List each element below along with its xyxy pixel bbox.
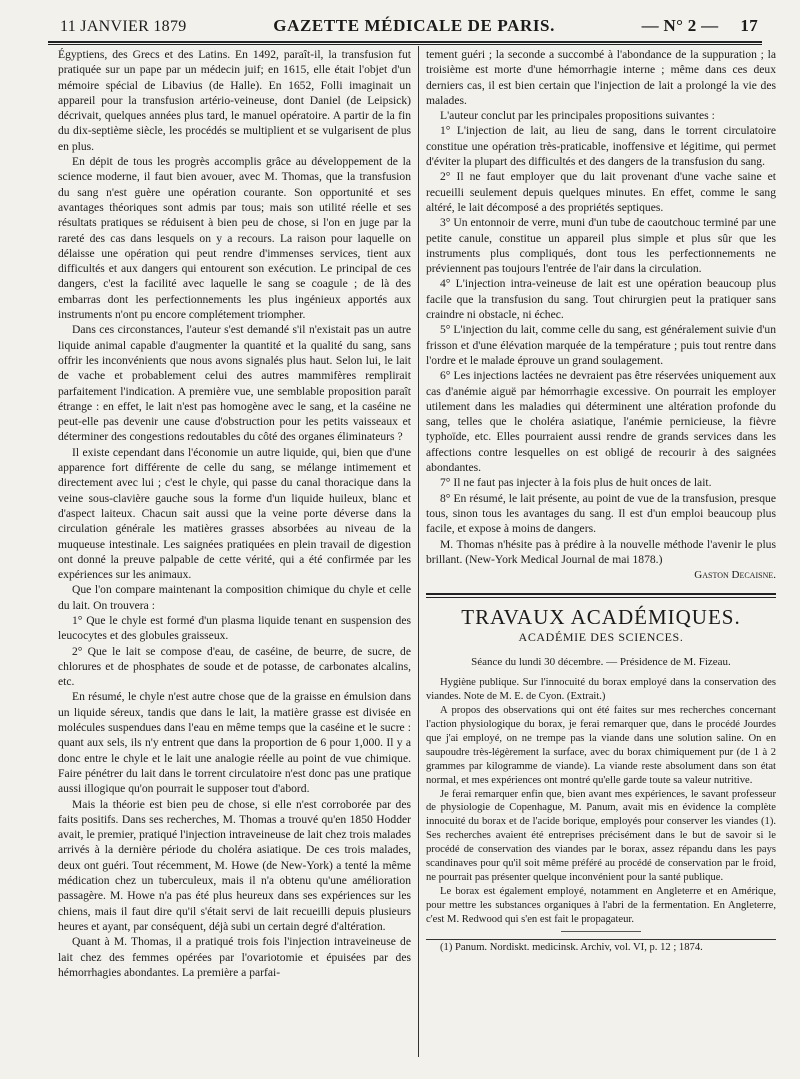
paragraph: Égyptiens, des Grecs et des Latins. En 1492, paraît-il, la transfusion fut pratiquée sur un pape par un médecin juif; en 1615, elle était l'objet d'un mémoire spécial de Libavius (de Halle). En 1652, Folli imaginait un appareil pour la transfusion artério-veineuse, dont Daniel (de Leipsick) décrivait, quelques années plus tard, le manuel opératoire. A partir de la fin du dix-septième siècle, les procédés se multiplient et se vulgarisent de plus en plus.: [58, 48, 411, 153]
column-divider: [418, 46, 419, 1057]
paragraph: 2° Que le lait se compose d'eau, de caséine, de beurre, de sucre, de chlorures et de phosphates de soude et de potasse, de carbonates alcalins, etc.: [58, 644, 411, 689]
paragraph: 1° Que le chyle est formé d'un plasma liquide tenant en suspension des leucocytes et des globules graisseux.: [58, 613, 411, 643]
proposition: 2° Il ne faut employer que du lait provenant d'une vache saine et recueilli seulement depuis quelques minutes. En effet, comme le sang altéré, le lait décomposé a des propriétés septiques.: [426, 170, 776, 214]
journal-title: GAZETTE MÉDICALE DE PARIS.: [273, 16, 555, 35]
paragraph: Mais la théorie est bien peu de chose, si elle n'est corroborée par des faits positifs. Dans ses recherches, M. Thomas a trouvé qu'en 1850 Hodder avait, le premier, pratiqué l'injection intraveineuse de lait chez trois malades arrivés à la dernière période du choléra asiatique. De ces trois malades, deux ont guéri. Tout récemment, M. Howe (de New-York) a tenté la même médication chez un tuberculeux, mais il n'a obtenu qu'une amélioration passagère. M. Howe n'a pas été plus heureux dans ses expériences sur les chiens, mais il faut dire qu'il s'était servi de lait recueilli depuis plusieurs heures et ayant, par conséquent, déjà subi un certain degré d'altération.: [58, 797, 411, 933]
author-signature: Gaston Decaisne.: [694, 569, 776, 582]
proposition: 7° Il ne faut pas injecter à la fois plus de huit onces de lait.: [440, 476, 712, 490]
paragraph: Il existe cependant dans l'économie un autre liquide, qui, bien que d'une apparence fort différente de celle du sang, se mélange intimement et directement avec lui ; c'est le chyle, qui passe du canal thoracique dans la veine sous-clavière gauche sous la forme d'un liquide huileux, blanc et d'aspect laiteux. Chacun sait aussi que la veine porte déverse dans la circulation générale les matières grasses absorbées au niveau de la muqueuse intestinale. Les saignées pratiquées en plein travail de digestion ont donné la preuve palpable de cette vérité, qui a été confirmée par les expériences sur les animaux.: [58, 445, 411, 582]
article-paragraph: Le borax est également employé, notamment en Angleterre et en Amérique, pour mettre les substances organiques à l'abri de la fermentation. En Angleterre, c'est M. Redwood qui s'en est fait le propagateur.: [426, 885, 776, 925]
section-subtitle: ACADÉMIE DES SCIENCES.: [518, 629, 684, 644]
article-paragraph: A propos des observations qui ont été faites sur mes recherches concernant l'action physiologique du borax, je ferai remarquer que, dans le procédé Jourdes que j'ai employé, on ne trempe pas la viande dans une solution saline. On en saupoudre très-légèrement la surface, avec du borax chimiquement pur (de 1 à 2 grammes par kilogramme de viande). La viande reste absolument dans son état normal, et mes expériences ont montré qu'elle garde toute sa valeur nutritive.: [426, 705, 776, 786]
left-column: [58, 47, 411, 980]
issue-number: — N° 2 —: [641, 16, 719, 35]
end-rule: [561, 931, 641, 932]
paragraph: L'auteur conclut par les principales propositions suivantes :: [440, 109, 715, 123]
paragraph: Quant à M. Thomas, il a pratiqué trois fois l'injection intraveineuse de lait chez des femmes opérées par l'ovariotomie et épuisées par des hémorrhagies abondantes. La première a parfai-: [58, 935, 411, 979]
paragraph: Que l'on compare maintenant la composition chimique du chyle et celle du lait. On trouvera :: [58, 583, 411, 612]
section-title: TRAVAUX ACADÉMIQUES.: [461, 605, 741, 630]
article-paragraph: Je ferai remarquer enfin que, bien avant mes expériences, le savant professeur de physiologie de Copenhague, M. Panum, avait mis en évidence la complète innocuité du borax et de l'acide borique, employés pour conserver les viandes (1). Ses recherches avaient été entreprises précisément dans le but de savoir si le procédé de conservation des viandes par le borax, assez répandu dans les pays scandinaves pour qu'il soit même préféré au procédé de conservation par le froid, ne pourrait pas présenter quelque inconvénient pour la santé publique.: [426, 788, 776, 883]
issue-and-page: [642, 16, 758, 36]
proposition: 5° L'injection du lait, comme celle du sang, est généralement suivie d'un frisson et d'une élévation marquée de la température ; puis tout rentre dans l'ordre et le malade éprouve un grand soulagement.: [426, 323, 776, 367]
right-column: [426, 47, 776, 955]
paragraph: tement guéri ; la seconde a succombé à l'abondance de la suppuration ; la troisième est morte d'une hémorrhagie interne ; même dans ces deux derniers cas, il est bien certain que l'injection de lait a prolongé la vie des malades.: [426, 48, 776, 107]
proposition: 6° Les injections lactées ne devraient pas être réservées uniquement aux cas d'anémie aiguë par hémorrhagie excessive. On pourrait les employer utilement dans les maladies qui déterminent une altération profonde du sang, telles que le choléra asiatique, l'anémie pernicieuse, la fièvre typhoïde, etc. Elles pourraient aussi rendre de grands services dans les affections contre lesquelles on est obligé de recourir à des saignées abondantes.: [426, 369, 776, 475]
proposition: 8° En résumé, le lait présente, au point de vue de la transfusion, presque tous, sinon tous les avantages du sang. Il est d'un emploi beaucoup plus facile, et expose à moins de dangers.: [426, 491, 776, 536]
section-divider: [426, 593, 776, 598]
proposition: M. Thomas n'hésite pas à prédire à la nouvelle méthode l'avenir le plus brillant. (New-York Medical Journal de mai 1878.): [426, 537, 776, 566]
running-head: [60, 16, 758, 40]
article-heading: Hygiène publique. Sur l'innocuité du borax employé dans la conservation des viandes. Note de M. E. de Cyon. (Extrait.): [426, 677, 776, 703]
header-rule: [48, 41, 762, 43]
page-number: 17: [740, 16, 758, 35]
proposition: 1° L'injection de lait, au lieu de sang, dans le torrent circulatoire constitue une opération très-praticable, inoffensive et légitime, qui permet d'éviter la plupart des difficultés et des dangers de la transfusion du sang.: [426, 124, 776, 169]
proposition: 4° L'injection intra-veineuse de lait est une opération beaucoup plus facile que la transfusion du sang. Tout chirurgien peut la pratiquer sans craindre ni obstacle, ni échec.: [426, 277, 776, 322]
footnote: (1) Panum. Nordiskt. medicinsk. Archiv, vol. VI, p. 12 ; 1874.: [440, 941, 703, 953]
header-rule-thin: [48, 44, 762, 45]
paragraph: En résumé, le chyle n'est autre chose que de la graisse en émulsion dans un liquide séreux, tandis que dans le lait, la matière grasse est divisée en molécules suspendues dans l'eau en même temps que la caséine et le sucre : quant aux sels, ils n'y entrent que dans la proportion de 6 pour 1,000. Il y a donc entre le chyle et le lait une analogie réelle au point de vue chimique. Faire pénétrer du lait dans le torrent circulatoire n'est donc pas une pratique aussi illogique qu'on pourrait le supposer tout d'abord.: [58, 690, 411, 796]
proposition: 3° Un entonnoir de verre, muni d'un tube de caoutchouc terminé par une petite canule, constitue un appareil plus simple et plus sûr que les instruments plus compliqués, dont tous les perfectionnements ne préviennent pas toujours l'entrée de l'air dans la circulation.: [426, 216, 776, 276]
paragraph: En dépit de tous les progrès accomplis grâce au développement de la science moderne, il faut bien avouer, avec M. Thomas, que la transfusion du sang n'est guère une opération courante. Son opportunité et ses avantages théoriques sont admis par tous; mais son utilité réelle et ses résultats pratiques se réduisent à bien peu de chose, si l'on en juge par la rareté des cas dans lesquels on y a recours. La raison pour laquelle on délaisse une opération qui peut rendre d'immenses services, tient aux difficultés et aux dangers qui entourent son exécution. Le principal de ces dangers, c'est la facilité avec laquelle le sang se coagule ; de là des embarras dont les perfectionnements les plus ingénieux apportés aux instruments n'ont pu encore complétement triompher.: [58, 155, 411, 322]
paragraph: Dans ces circonstances, l'auteur s'est demandé s'il n'existait pas un autre liquide animal capable d'augmenter la quantité et la qualité du sang, sans offrir les inconvénients que nous avons signalés plus haut. Selon lui, le lait de vache et probablement celui des autres mammifères remplirait parfaitement l'indication. A première vue, une semblable proposition paraît étrange : en effet, le lait n'est pas homogène avec le sang, et la caséine ne peut-elle pas devenir une cause d'obstruction pour les petits vaisseaux et déterminer des congestions redoutables du côté des organes éliminateurs ?: [58, 323, 411, 444]
session-line: Séance du lundi 30 décembre. — Présidence de M. Fizeau.: [471, 655, 731, 668]
issue-date: 11 JANVIER 1879: [60, 18, 187, 35]
